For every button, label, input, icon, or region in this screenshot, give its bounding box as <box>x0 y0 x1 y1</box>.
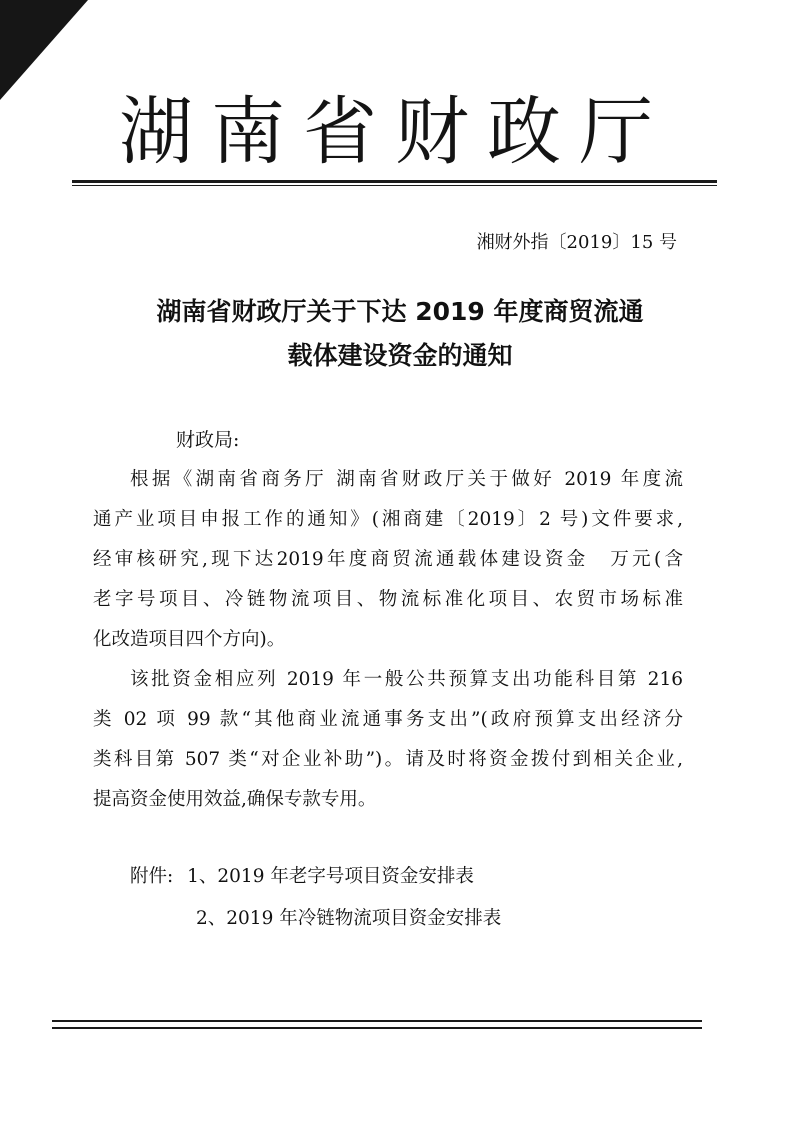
paragraph-1-line: 经审核研究,现下达2019年度商贸流通载体建设资金 万元(含 <box>93 549 683 570</box>
document-number: 湘财外指〔2019〕15 号 <box>476 232 677 253</box>
header-rule <box>72 180 717 186</box>
paragraph-1 <box>93 460 683 660</box>
salutation: 财政局: <box>176 429 240 451</box>
paragraph-2-line: 提高资金使用效益,确保专款专用。 <box>93 789 377 810</box>
paragraph-1-line: 老字号项目、冷链物流项目、物流标准化项目、农贸市场标准 <box>93 589 683 610</box>
document-title <box>90 290 710 378</box>
paragraph-1-line: 根据《湖南省商务厅 湖南省财政厅关于做好 2019 年度流 <box>130 469 683 490</box>
title-line-2: 载体建设资金的通知 <box>287 341 513 370</box>
title-line-1: 湖南省财政厅关于下达 2019 年度商贸流通 <box>156 297 644 326</box>
paragraph-1-line: 通产业项目申报工作的通知》(湘商建〔2019〕2 号)文件要求, <box>93 509 683 530</box>
attachments-label: 附件: <box>130 866 174 887</box>
paragraph-1-line: 化改造项目四个方向)。 <box>93 629 286 650</box>
attachment-row-2 <box>196 904 501 930</box>
attachment-item: 1、2019 年老字号项目资金安排表 <box>187 866 474 887</box>
paragraph-2-line: 类科目第 507 类“对企业补助”)。请及时将资金拨付到相关企业, <box>93 749 683 770</box>
paragraph-2 <box>93 660 683 820</box>
footer-rule <box>52 1020 702 1029</box>
paragraph-2-line: 该批资金相应列 2019 年一般公共预算支出功能科目第 216 <box>130 669 683 690</box>
attachment-row-1 <box>130 862 474 888</box>
attachment-item: 2、2019 年冷链物流项目资金安排表 <box>196 908 502 929</box>
issuer-header: 湖南省财政厅 <box>119 89 671 175</box>
paragraph-2-line: 类 02 项 99 款“其他商业流通事务支出”(政府预算支出经济分 <box>93 709 683 730</box>
